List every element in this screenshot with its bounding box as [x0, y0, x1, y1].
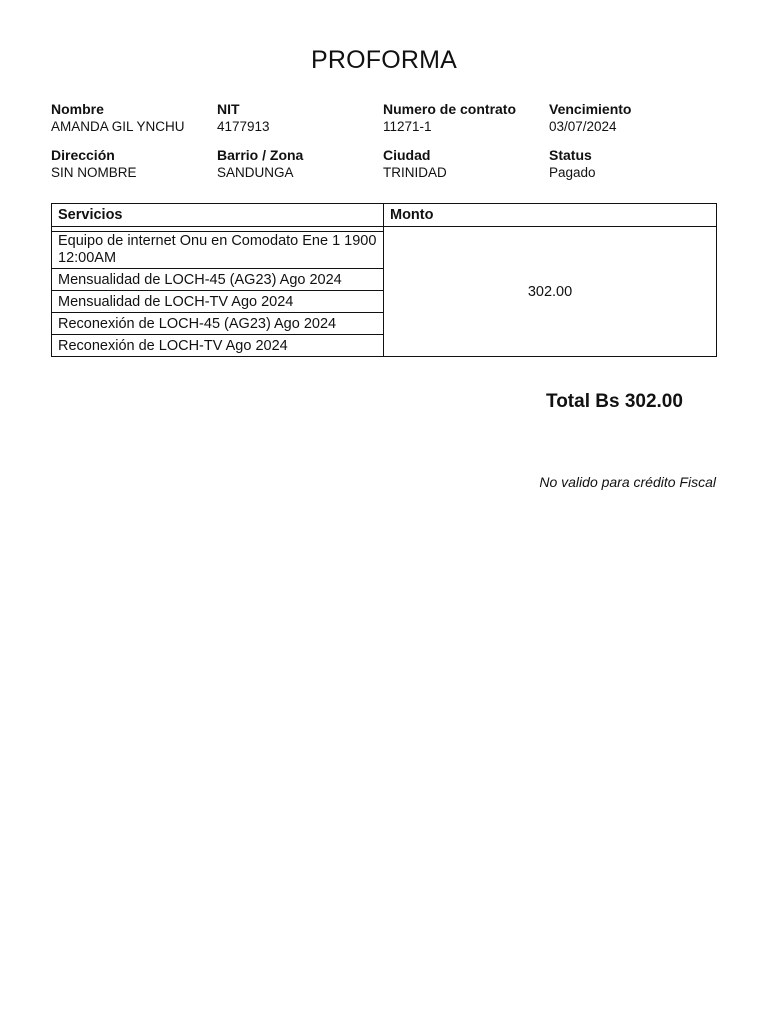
services-table	[51, 203, 717, 357]
nit-value: 4177913	[217, 119, 270, 134]
header-servicios: Servicios	[52, 204, 384, 227]
total-amount: Total Bs 302.00	[546, 391, 683, 412]
nit-field	[217, 101, 270, 135]
direccion-field	[51, 147, 137, 181]
ciudad-label: Ciudad	[383, 147, 431, 163]
nombre-label: Nombre	[51, 101, 104, 117]
contrato-label: Numero de contrato	[383, 101, 517, 117]
barrio-field	[217, 147, 303, 181]
nombre-field	[51, 101, 185, 135]
direccion-label: Dirección	[51, 147, 115, 163]
service-cell: Mensualidad de LOCH-TV Ago 2024	[52, 291, 384, 313]
service-cell: Reconexión de LOCH-45 (AG23) Ago 2024	[52, 313, 384, 335]
service-cell: Reconexión de LOCH-TV Ago 2024	[52, 335, 384, 357]
direccion-value: SIN NOMBRE	[51, 165, 137, 180]
table-header-row	[52, 204, 717, 227]
nombre-value: AMANDA GIL YNCHU	[51, 119, 185, 134]
status-field	[549, 147, 596, 181]
status-label: Status	[549, 147, 592, 163]
nit-label: NIT	[217, 101, 240, 117]
contrato-field	[383, 101, 516, 135]
vencimiento-field	[549, 101, 631, 135]
document-title: PROFORMA	[310, 46, 458, 74]
contrato-value: 11271-1	[383, 119, 432, 134]
barrio-label: Barrio / Zona	[217, 147, 304, 163]
service-cell: Equipo de internet Onu en Comodato Ene 1 1900 12:00AM	[52, 232, 384, 269]
ciudad-value: TRINIDAD	[383, 165, 447, 180]
header-monto: Monto	[384, 204, 717, 227]
amount-cell: 302.00	[384, 227, 717, 357]
vencimiento-label: Vencimiento	[549, 101, 632, 117]
status-value: Pagado	[549, 165, 596, 180]
service-cell: Mensualidad de LOCH-45 (AG23) Ago 2024	[52, 269, 384, 291]
vencimiento-value: 03/07/2024	[549, 119, 617, 134]
barrio-value: SANDUNGA	[217, 165, 294, 180]
ciudad-field	[383, 147, 447, 181]
fiscal-note: No valido para crédito Fiscal	[539, 474, 716, 490]
